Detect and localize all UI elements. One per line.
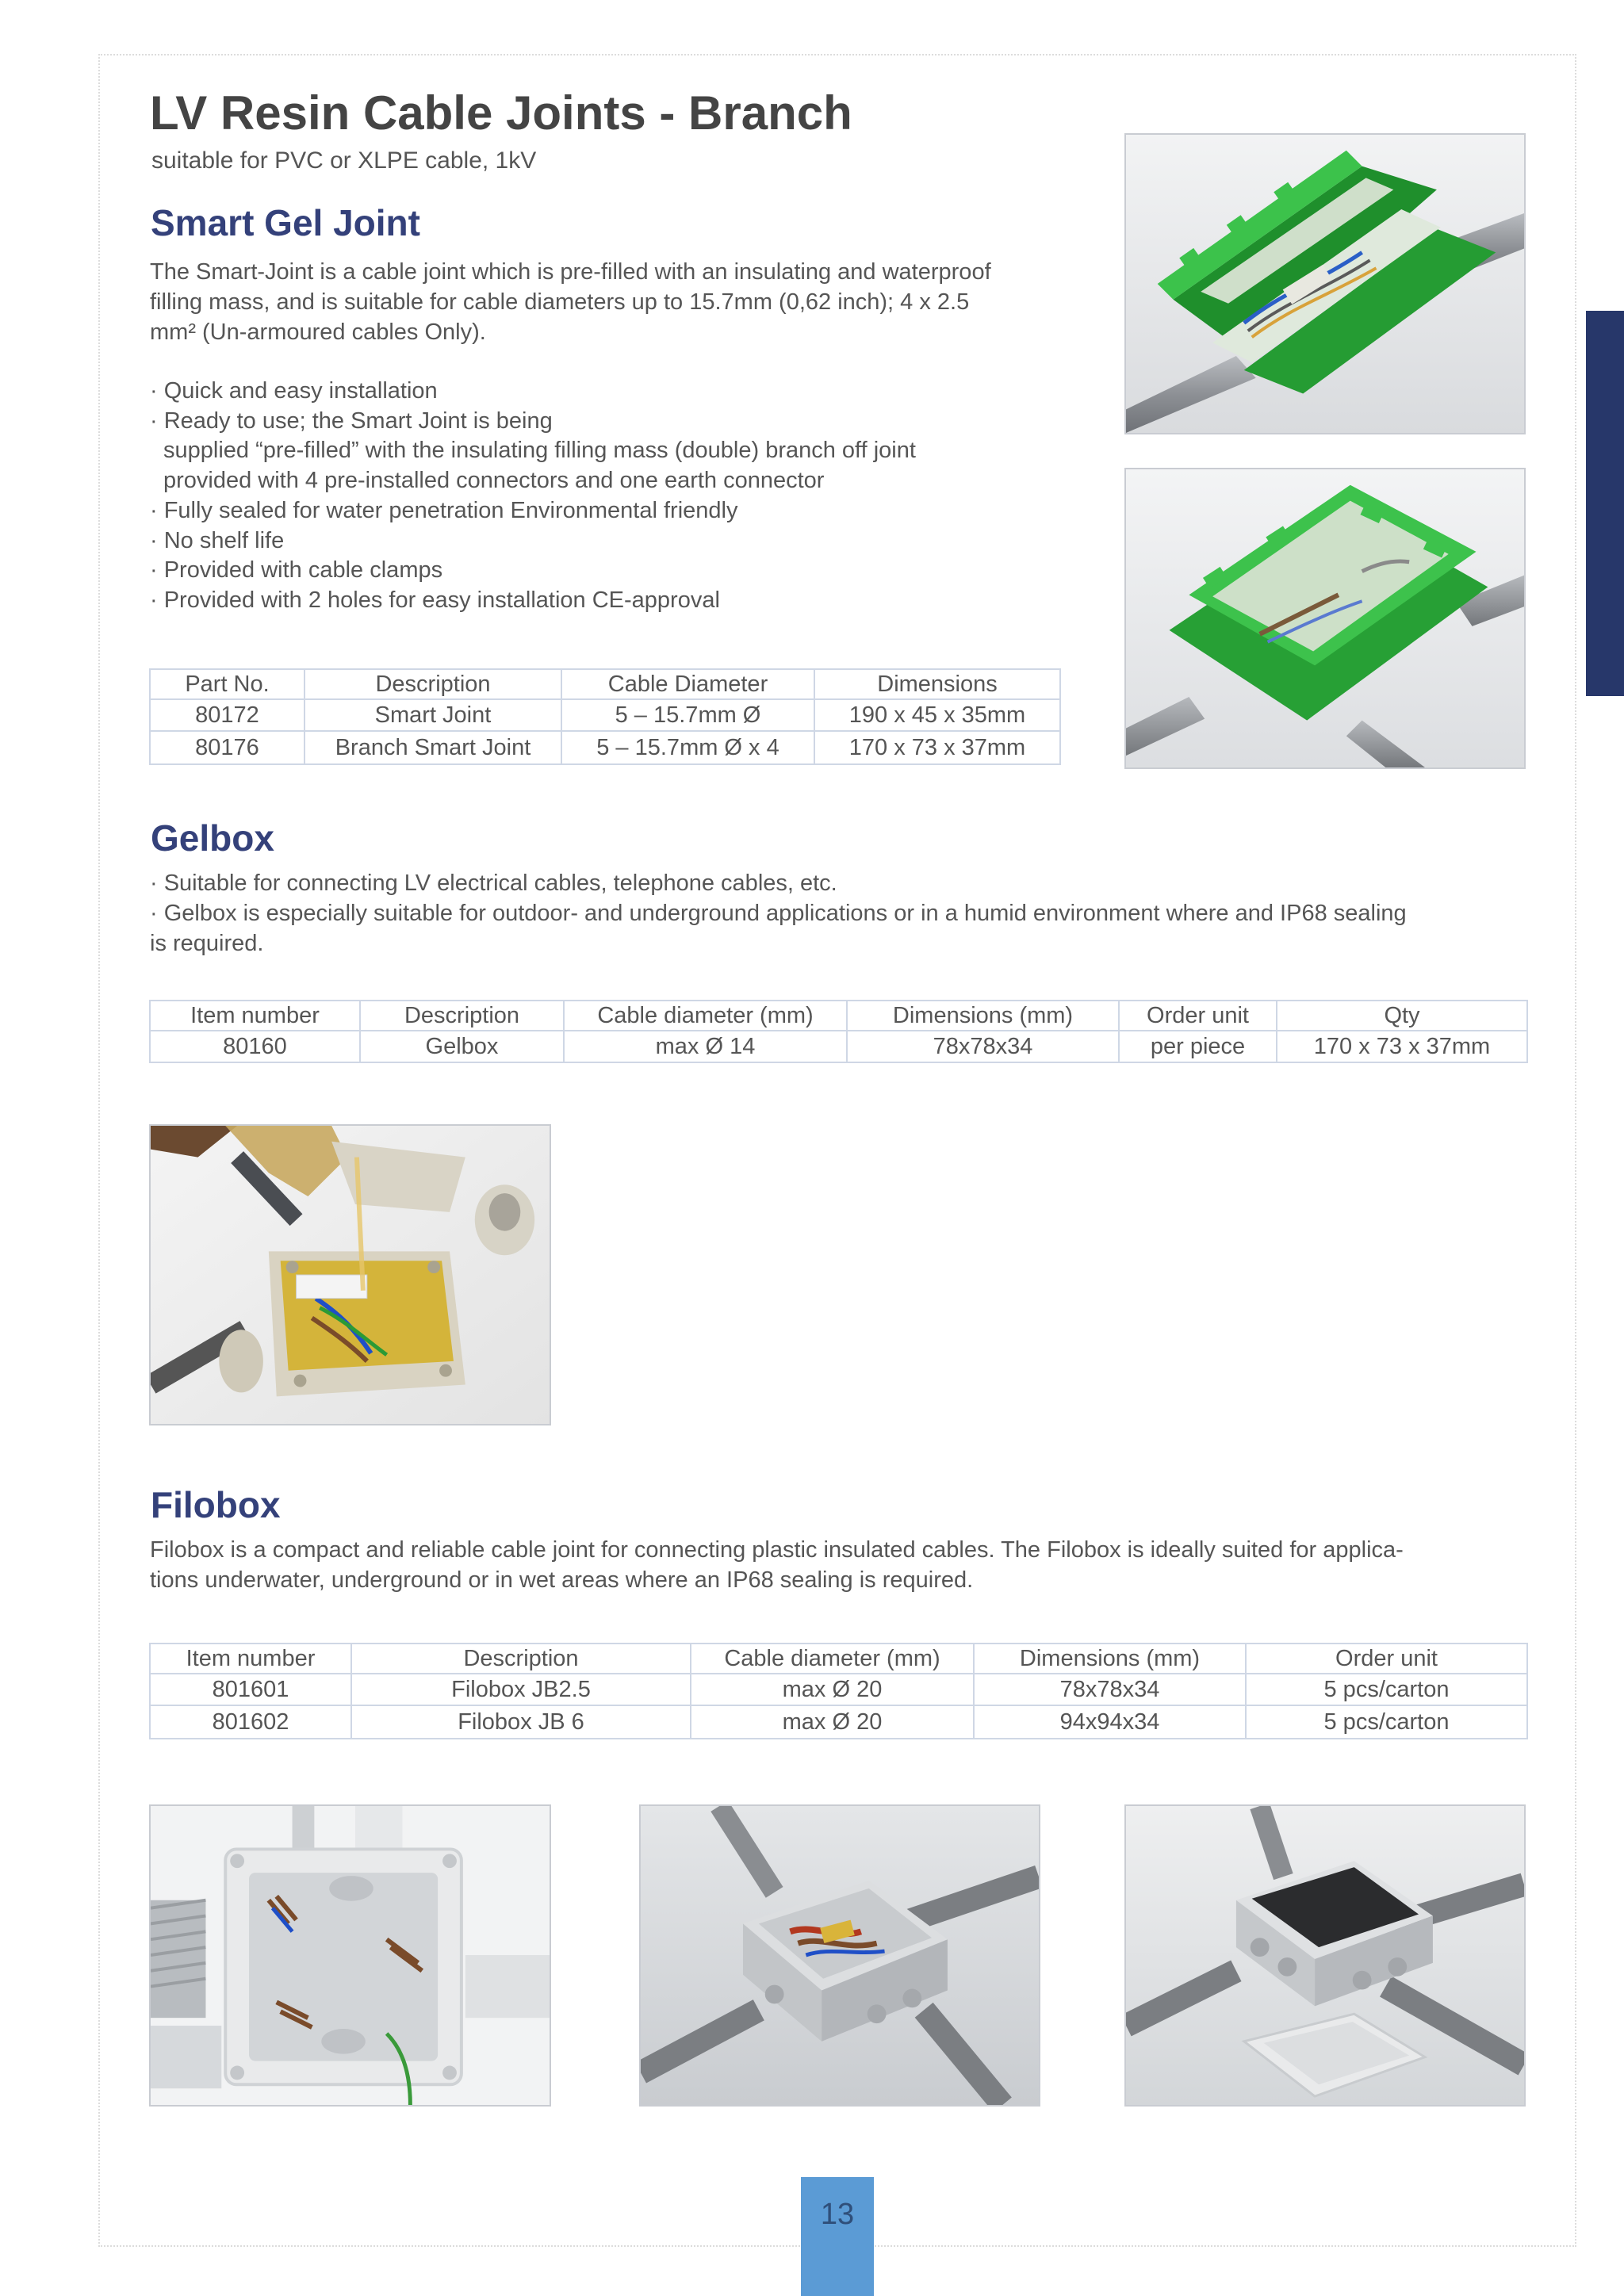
feature-item: provided with 4 pre-installed connectors and one earth connector [163,468,825,494]
gelbox-description [150,868,1530,959]
table-header-cell: Item number [150,1644,351,1674]
feature-item: · Ready to use; the Smart Joint is being [150,408,553,434]
filobox-line: tions underwater, underground or in wet areas where an IP68 sealing is required. [150,1567,974,1593]
table-cell: Smart Joint [304,699,561,731]
table-cell: per piece [1119,1031,1277,1062]
side-tab-marker [1586,311,1624,696]
table-cell: 5 pcs/carton [1246,1705,1527,1739]
smart-gel-intro-line: The Smart-Joint is a cable joint which is pre-filled with an insulating and waterproof [150,259,991,285]
table-header-cell: Dimensions (mm) [974,1644,1246,1674]
table-cell: 80176 [150,731,304,764]
table-cell: 5 pcs/carton [1246,1674,1527,1705]
table-row [150,699,1060,731]
table-header-cell: Description [304,669,561,699]
table-cell: max Ø 14 [564,1031,847,1062]
gelbox-spec-table [149,1000,1528,1063]
gelbox-line: · Suitable for connecting LV electrical cables, telephone cables, etc. [150,871,837,896]
smart-gel-intro [150,257,1133,347]
filobox-line: Filobox is a compact and reliable cable joint for connecting plastic insulated cables. The Filobox is ideally suited for applica- [150,1537,1404,1563]
table-header-cell: Part No. [150,669,304,699]
branch-smart-joint-photo [1124,468,1526,769]
page-subtitle: suitable for PVC or XLPE cable, 1kV [151,147,537,174]
table-row [150,1705,1527,1739]
table-header-cell: Dimensions [814,669,1060,699]
filobox-closed-photo [1124,1804,1526,2107]
table-header-cell: Cable diameter (mm) [691,1644,974,1674]
smart-joint-photo [1124,133,1526,434]
smart-gel-intro-line: mm² (Un-armoured cables Only). [150,320,486,345]
table-cell: max Ø 20 [691,1674,974,1705]
table-header-cell: Description [351,1644,691,1674]
gelbox-photo [149,1124,551,1425]
table-cell: 190 x 45 x 35mm [814,699,1060,731]
table-cell: 170 x 73 x 37mm [814,731,1060,764]
table-cell: 801601 [150,1674,351,1705]
smart-gel-title: Smart Gel Joint [151,202,420,243]
table-row [150,731,1060,764]
table-cell: Branch Smart Joint [304,731,561,764]
table-cell: 80160 [150,1031,360,1062]
page-number-badge [801,2177,874,2296]
table-header-cell: Dimensions (mm) [847,1001,1119,1031]
table-header-cell: Order unit [1246,1644,1527,1674]
gelbox-title: Gelbox [151,817,274,859]
smart-gel-feature-list [150,377,916,616]
table-header-cell: Description [360,1001,564,1031]
table-cell: max Ø 20 [691,1705,974,1739]
filobox-spec-table [149,1643,1528,1739]
feature-item: · No shelf life [150,527,285,553]
feature-item: · Provided with cable clamps [150,557,443,584]
table-cell: 801602 [150,1705,351,1739]
table-header-cell: Cable diameter (mm) [564,1001,847,1031]
table-cell: Filobox JB 6 [351,1705,691,1739]
gelbox-line: · Gelbox is especially suitable for outdoor- and underground applications or in a humid environment where and IP68 sealing [150,901,1407,926]
table-cell: 170 x 73 x 37mm [1277,1031,1527,1062]
table-row [150,1674,1527,1705]
feature-item: supplied “pre-filled” with the insulating filling mass (double) branch off joint [163,438,916,464]
table-header-row [150,1644,1527,1674]
table-header-cell: Cable Diameter [561,669,814,699]
table-header-cell: Qty [1277,1001,1527,1031]
filobox-open-photo [149,1804,551,2107]
table-cell: 78x78x34 [974,1674,1246,1705]
page-number: 13 [820,2198,855,2231]
smart-gel-intro-line: filling mass, and is suitable for cable diameters up to 15.7mm (0,62 inch); 4 x 2.5 [150,289,970,315]
page-title: LV Resin Cable Joints - Branch [150,86,852,140]
table-header-row [150,1001,1527,1031]
table-cell: Filobox JB2.5 [351,1674,691,1705]
table-row [150,1031,1527,1062]
feature-item: · Quick and easy installation [150,378,438,404]
filobox-description [150,1535,1530,1595]
table-header-cell: Order unit [1119,1001,1277,1031]
table-cell: 94x94x34 [974,1705,1246,1739]
smart-gel-spec-table [149,668,1061,765]
table-cell: 78x78x34 [847,1031,1119,1062]
filobox-wired-photo [639,1804,1040,2107]
table-header-row [150,669,1060,699]
feature-item: · Provided with 2 holes for easy installation CE-approval [150,587,720,613]
table-header-cell: Item number [150,1001,360,1031]
gelbox-line: is required. [150,931,264,956]
feature-item: · Fully sealed for water penetration Environmental friendly [150,497,738,523]
table-cell: Gelbox [360,1031,564,1062]
table-cell: 80172 [150,699,304,731]
filobox-title: Filobox [151,1484,281,1525]
table-cell: 5 – 15.7mm Ø [561,699,814,731]
table-cell: 5 – 15.7mm Ø x 4 [561,731,814,764]
